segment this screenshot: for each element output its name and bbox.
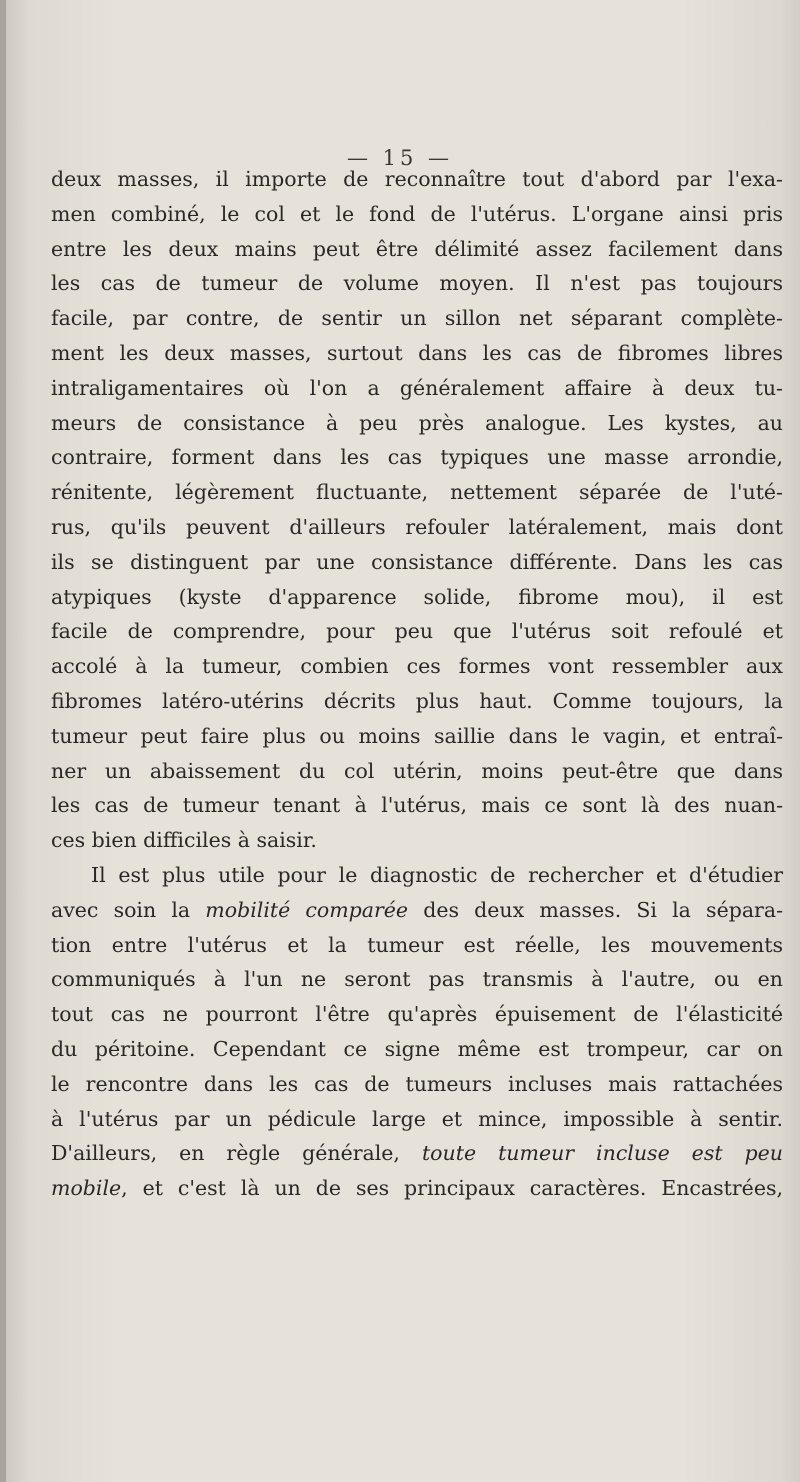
text-line: intraligamentaires où l'on a généralement affaire à deux tu- [51,375,783,400]
page-edge-shadow [0,0,6,1482]
text-line: contraire, forment dans les cas typiques une masse arrondie, [51,445,783,470]
text-line: à l'utérus par un pédicule large et mince, impossible à sentir. [51,1106,783,1131]
text-line: facile de comprendre, pour peu que l'utérus soit refoulé et [51,619,783,644]
text-line: meurs de consistance à peu près analogue. Les kystes, au [51,410,783,435]
paragraph-first-line: Il est plus utile pour le diagnostic de rechercher et d'étudier [91,862,783,887]
text-line: le rencontre dans les cas de tumeurs incluses mais rattachées [51,1071,783,1096]
text-line: accolé à la tumeur, combien ces formes vont ressembler aux [51,654,783,679]
text-span: , et c'est là un de ses principaux caractères. Encastrées, [121,1176,783,1201]
text-line: rénitente, légèrement fluctuante, nettement séparée de l'uté- [51,480,783,505]
emphasis-text: mobilité comparée [205,897,409,922]
text-line: les cas de tumeur de volume moyen. Il n'est pas toujours [51,271,783,296]
text-line: fibromes latéro-utérins décrits plus haut. Comme toujours, la [51,688,783,713]
text-span: avec soin la [51,897,206,922]
text-line: communiqués à l'un ne seront pas transmis à l'autre, ou en [51,967,783,992]
text-line [51,1171,783,1206]
text-line: rus, qu'ils peuvent d'ailleurs refouler latéralement, mais dont [51,514,783,539]
text-line: facile, par contre, de sentir un sillon net séparant complète- [51,306,783,331]
text-line: men combiné, le col et le fond de l'utérus. L'organe ainsi pris [51,201,783,226]
text-line: tion entre l'utérus et la tumeur est réelle, les mouvements [51,932,783,957]
text-line: tumeur peut faire plus ou moins saillie dans le vagin, et entraî- [51,723,783,748]
text-line: ner un abaissement du col utérin, moins peut-être que dans [51,758,783,783]
text-line: deux masses, il importe de reconnaître tout d'abord par l'exa- [51,167,783,191]
text-line: atypiques (kyste d'apparence solide, fibrome mou), il est [51,584,783,609]
text-line: tout cas ne pourront l'être qu'après épuisement de l'élasticité [51,1002,783,1027]
emphasis-text: mobile [51,1176,122,1201]
text-line: entre les deux mains peut être délimité assez facilement dans [51,236,783,261]
text-line: du péritoine. Cependant ce signe même est trompeur, car on [51,1036,783,1061]
text-line [51,893,783,928]
text-line [51,1136,783,1171]
text-span: des deux masses. Si la sépara- [408,897,783,922]
text-line: ils se distinguent par une consistance différente. Dans les cas [51,549,783,574]
body-text [51,162,783,1206]
emphasis-text: toute tumeur incluse est peu [421,1141,784,1166]
page-number: — 15 — [346,146,454,170]
text-line: ment les deux masses, surtout dans les cas de fibromes libres [51,340,783,365]
text-span: D'ailleurs, en règle générale, [51,1141,422,1166]
text-line: ces bien difficiles à saisir. [51,828,317,853]
text-line: les cas de tumeur tenant à l'utérus, mais ce sont là des nuan- [51,793,783,818]
